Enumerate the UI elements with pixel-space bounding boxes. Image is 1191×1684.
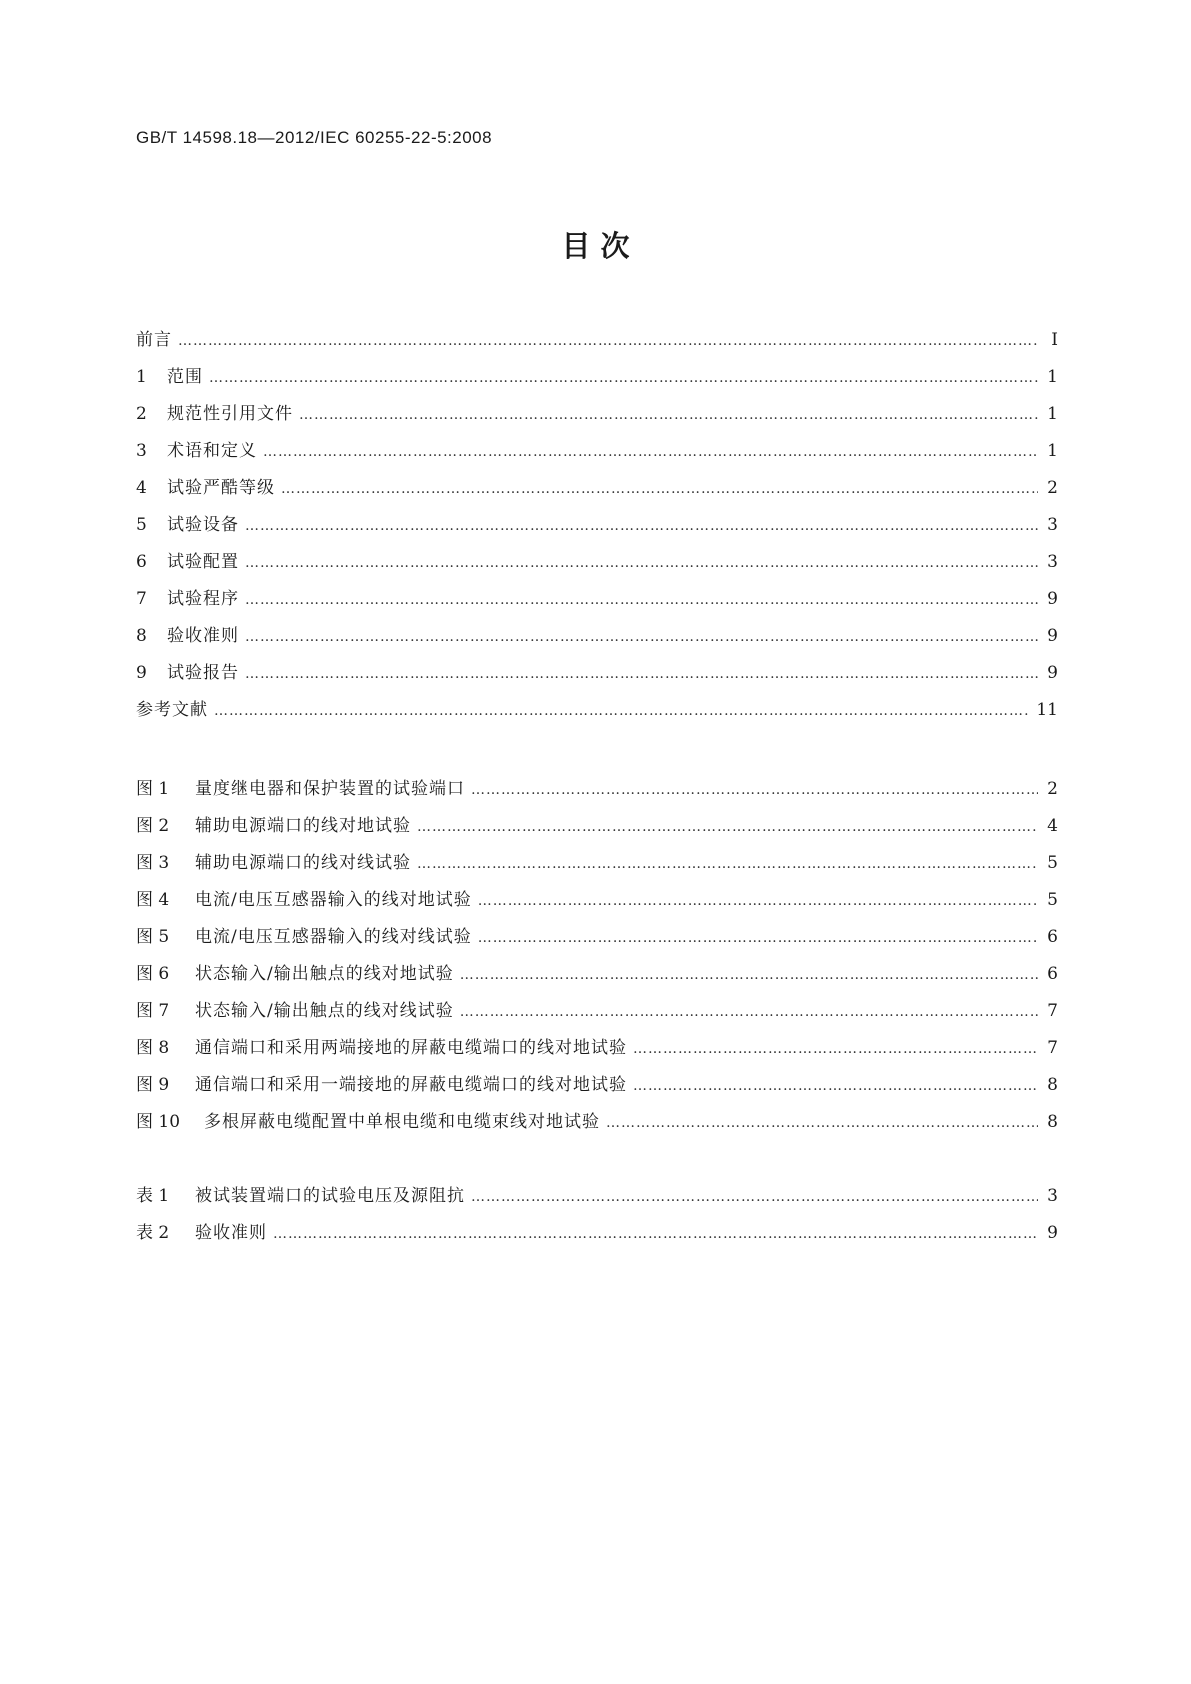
toc-page: 8 [1047,1075,1058,1095]
toc-label: 通信端口和采用两端接地的屏蔽电缆端口的线对地试验 [195,1038,627,1058]
toc-page: 7 [1047,1038,1058,1058]
toc-page: 1 [1047,441,1058,461]
toc-leader [245,508,1038,545]
toc-entry-5[interactable] [136,507,1058,544]
toc-page: 5 [1047,853,1058,873]
toc-number: 3 [136,441,147,461]
toc-figure-5[interactable] [136,919,1058,956]
toc-label: 被试装置端口的试验电压及源阻抗 [195,1186,465,1206]
toc-tables [136,1178,1058,1252]
toc-label: 电流/电压互感器输入的线对线试验 [195,927,472,947]
toc-figure-1[interactable] [136,771,1058,808]
toc-page: 7 [1047,1001,1058,1021]
toc-page: 3 [1047,552,1058,572]
toc-sections [136,322,1058,729]
toc-number: 图 10 [136,1112,181,1132]
standard-code: GB/T 14598.18—2012/IEC 60255-22-5:2008 [136,128,493,147]
toc-number: 图 8 [136,1038,170,1058]
toc-label: 验收准则 [195,1223,267,1243]
toc-leader [209,360,1038,397]
toc-label: 多根屏蔽电缆配置中单根电缆和电缆束线对地试验 [204,1112,600,1132]
toc-number: 图 6 [136,964,170,984]
toc-entry-foreword[interactable] [136,322,1058,359]
toc-page: 9 [1047,1223,1058,1243]
toc-leader [478,920,1038,957]
toc-figure-8[interactable] [136,1030,1058,1067]
toc-label: 术语和定义 [167,441,257,461]
toc-leader [633,1068,1038,1105]
toc-label: 状态输入/输出触点的线对地试验 [195,964,454,984]
toc-leader [633,1031,1038,1068]
toc-page: 11 [1036,700,1058,720]
toc-leader [273,1216,1038,1253]
toc-page: 1 [1047,367,1058,387]
toc-page: 8 [1047,1112,1058,1132]
toc-leader [281,471,1038,508]
toc-label: 试验配置 [167,552,239,572]
toc-leader [471,1179,1038,1216]
toc-leader [245,656,1038,693]
toc-label: 辅助电源端口的线对线试验 [195,853,411,873]
toc-page: 6 [1047,964,1058,984]
toc-number: 7 [136,589,147,609]
toc-figure-3[interactable] [136,845,1058,882]
toc-page: 3 [1047,515,1058,535]
toc-figure-9[interactable] [136,1067,1058,1104]
toc-page: 2 [1047,779,1058,799]
toc-number: 表 1 [136,1186,170,1206]
toc-leader [299,397,1038,434]
toc-leader [460,957,1038,994]
toc-page: 9 [1047,626,1058,646]
toc-table-2[interactable] [136,1215,1058,1252]
toc-number: 图 4 [136,890,170,910]
toc-label: 状态输入/输出触点的线对线试验 [195,1001,454,1021]
toc-leader [263,434,1038,471]
toc-leader [417,846,1038,883]
toc-page: 6 [1047,927,1058,947]
toc-number: 5 [136,515,147,535]
toc-leader [245,545,1038,582]
toc-leader [471,772,1038,809]
toc-label: 规范性引用文件 [167,404,293,424]
toc-page: 9 [1047,589,1058,609]
toc-number: 1 [136,367,147,387]
toc-label: 试验报告 [167,663,239,683]
page-title: 目 次 [561,229,630,263]
toc-number: 8 [136,626,147,646]
toc-leader [245,619,1038,656]
toc-label: 通信端口和采用一端接地的屏蔽电缆端口的线对地试验 [195,1075,627,1095]
toc-leader [460,994,1038,1031]
toc-label: 试验程序 [167,589,239,609]
toc-leader [245,582,1038,619]
toc-page: 3 [1047,1186,1058,1206]
toc-label: 试验严酷等级 [167,478,275,498]
toc-page: 4 [1047,816,1058,836]
toc-number: 2 [136,404,147,424]
toc-figure-10[interactable] [136,1104,1058,1141]
toc-number: 表 2 [136,1223,170,1243]
toc-entry-bibliography[interactable] [136,692,1058,729]
toc-number: 图 1 [136,779,170,799]
toc-figure-2[interactable] [136,808,1058,845]
toc-label: 参考文献 [136,700,208,720]
toc-label: 量度继电器和保护装置的试验端口 [195,779,465,799]
toc-entry-4[interactable] [136,470,1058,507]
toc-page: 9 [1047,663,1058,683]
toc-figure-7[interactable] [136,993,1058,1030]
toc-label: 试验设备 [167,515,239,535]
toc-label: 辅助电源端口的线对地试验 [195,816,411,836]
toc-number: 图 5 [136,927,170,947]
toc-number: 9 [136,663,147,683]
toc-number: 6 [136,552,147,572]
toc-figure-6[interactable] [136,956,1058,993]
toc-leader [478,883,1038,920]
toc-number: 图 9 [136,1075,170,1095]
toc-entry-2[interactable] [136,396,1058,433]
toc-entry-8[interactable] [136,618,1058,655]
toc-table-1[interactable] [136,1178,1058,1215]
toc-page: Ⅰ [1051,330,1058,350]
toc-label: 电流/电压互感器输入的线对地试验 [195,890,472,910]
toc-entry-3[interactable] [136,433,1058,470]
toc-label: 验收准则 [167,626,239,646]
toc-figure-4[interactable] [136,882,1058,919]
toc-number: 图 3 [136,853,170,873]
toc-label: 前言 [136,330,172,350]
toc-leader [178,323,1038,360]
toc-page: 5 [1047,890,1058,910]
toc-entry-1[interactable] [136,359,1058,396]
toc-number: 图 7 [136,1001,170,1021]
toc-page: 1 [1047,404,1058,424]
toc-entry-9[interactable] [136,655,1058,692]
toc-leader [606,1105,1038,1142]
toc-number: 图 2 [136,816,170,836]
toc-figures [136,771,1058,1141]
toc-page: 2 [1047,478,1058,498]
toc-leader [417,809,1038,846]
toc-entry-6[interactable] [136,544,1058,581]
toc-entry-7[interactable] [136,581,1058,618]
toc-number: 4 [136,478,147,498]
toc-leader [214,693,1030,730]
toc-label: 范围 [167,367,203,387]
